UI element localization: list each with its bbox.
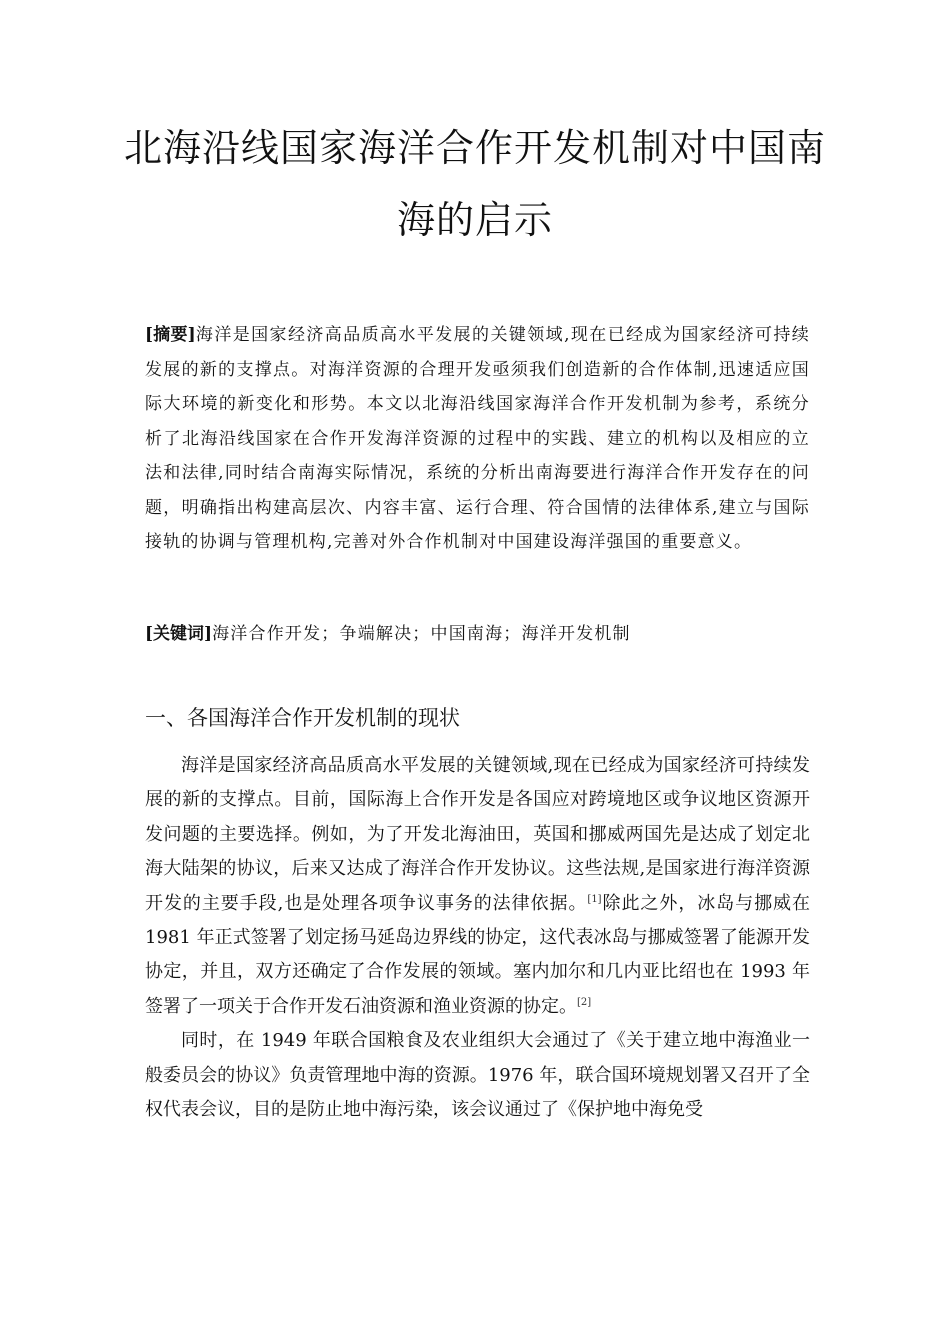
keywords xyxy=(145,617,810,651)
citation-2[interactable]: [2] xyxy=(577,996,592,1008)
abstract xyxy=(145,318,810,560)
paragraph-1-text-a: 海洋是国家经济高品质高水平发展的关键领域,现在已经成为国家经济可持续发展的新的支撑点。目前，国际海上合作开发是各国应对跨境地区或争议地区资源开发问题的主要选择。例如，为了开发北海油田，英国和挪威两国先是达成了划定北海大陆架的协议，后来又达成了海洋合作开发协议。这些法规,是国家进行海洋资源开发的主要手段,也是处理各项争议事务的法律依据。 xyxy=(145,755,810,914)
document-title xyxy=(0,112,950,256)
paragraph-1 xyxy=(145,749,810,1024)
abstract-text: 海洋是国家经济高品质高水平发展的关键领域,现在已经成为国家经济可持续发展的新的支撑点。对海洋资源的合理开发亟须我们创造新的合作体制,迅速适应国际大环境的新变化和形势。本文以北海沿线国家海洋合作开发机制为参考，系统分析了北海沿线国家在合作开发海洋资源的过程中的实践、建立的机构以及相应的立法和法律,同时结合南海实际情况，系统的分析出南海要进行海洋合作开发存在的问题，明确指出构建高层次、内容丰富、运行合理、符合国情的法律体系,建立与国际接轨的协调与管理机构,完善对外合作机制对中国建设海洋强国的重要意义。 xyxy=(145,325,810,552)
section-heading: 一、各国海洋合作开发机制的现状 xyxy=(145,706,460,730)
title-line-2: 海的启示 xyxy=(396,198,553,242)
abstract-tag: [摘要] xyxy=(145,325,196,345)
title-line-1: 北海沿线国家海洋合作开发机制对中国南 xyxy=(123,126,826,170)
section-body xyxy=(145,749,810,1127)
keywords-tag: [关键词] xyxy=(145,624,213,644)
paragraph-2: 同时，在 1949 年联合国粮食及农业组织大会通过了《关于建立地中海渔业一般委员会的协议》负责管理地中海的资源。1976 年，联合国环境规划署又召开了全权代表会议，目的是防止地中海污染，该会议通过了《保护地中海免受 xyxy=(145,1030,810,1121)
paragraph-1-text-b: 除此之外，冰岛与挪威在 1981 年正式签署了划定扬马延岛边界线的协定，这代表冰岛与挪威签署了能源开发协定，并且，双方还确定了合作发展的领域。塞内加尔和几内亚比绍也在 1993 年签署了一项关于合作开发石油资源和渔业资源的协定。 xyxy=(145,892,810,1017)
keywords-text: 海洋合作开发；争端解决；中国南海；海洋开发机制 xyxy=(212,624,631,644)
citation-1[interactable]: [1] xyxy=(587,893,602,905)
